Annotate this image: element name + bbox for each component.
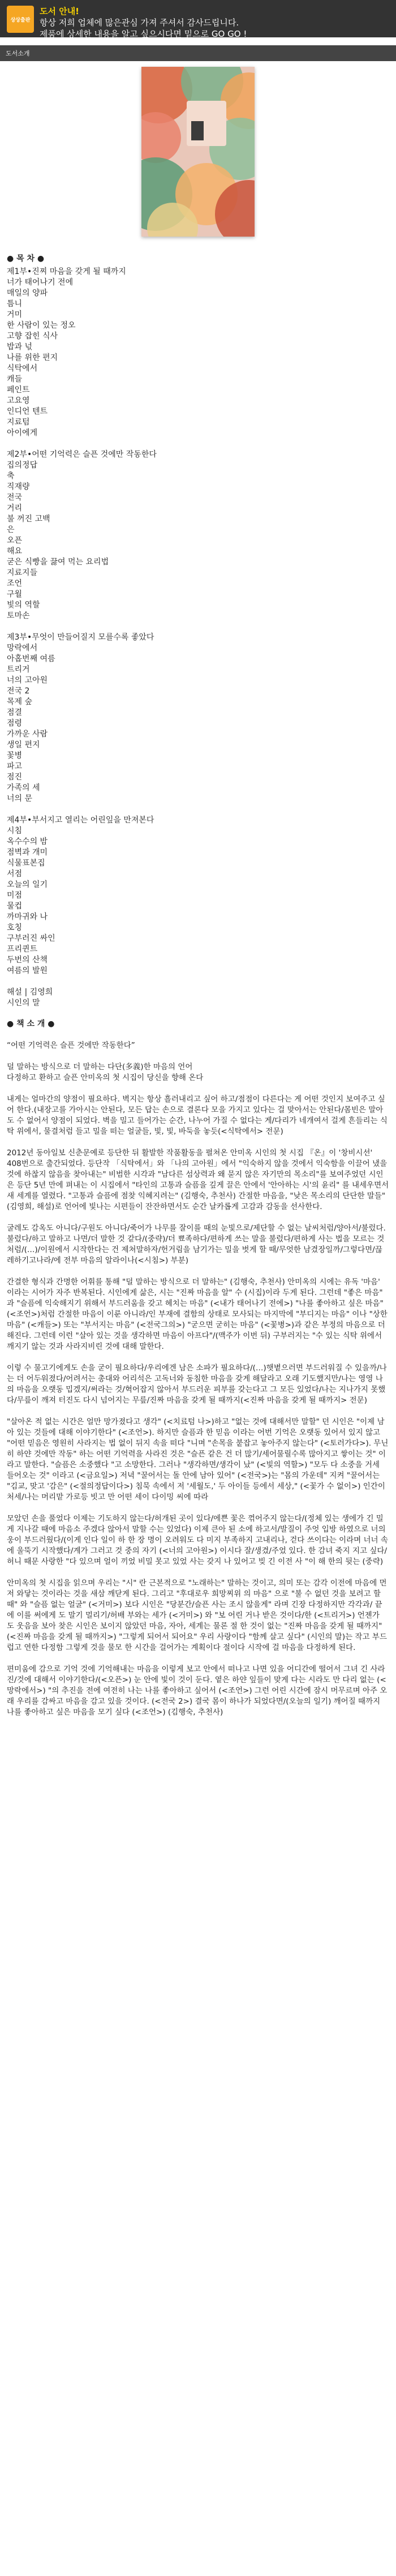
- toc-item: 너의 문: [7, 794, 33, 803]
- intro-paragraph: 간결한 형식과 간명한 어휘를 통해 "덜 말하는 방식으로 더 말하는" (김행숙, 추천사) 안미옥의 시에는 유독 '마음' 이라는 시어가 자주 반복된다. 시인에게 삶은, 시는 "진짜 마음을 알" 수 (시집)이라 두게 된다. 그런데 "좋은 마음" 과 "슬픔에 익숙해지기 위해서 부드러움을 갖고 헤치는 마음" (<내가 태어나기 전에>) "나를 좋아하고 싶은 마음" (<조언>)처럼 간절한 마음이 이룬 아니라/인 부재에 결함의 상태로 모사되는 마지막에 "부디지는 마음" 이나 "상한 마음" (<캐들>) 또는 "부서지는 마음" (<전국그의>) "굳으면 굳히는 마음" (<꽃병>)과 같은 부정의 마음으로 더해진다. 그런데 이런 "살아 있는 것을 생각하면 마음이 아프다"/(맥주가 이번 뒤) 구부러지는 "수 있는 식탁 위에서 깨지기 않는 것과 사라지비린 것에 대해 말한다.: [7, 1278, 388, 1351]
- toc-spacer: [7, 804, 389, 815]
- toc-item: 점결: [7, 708, 23, 717]
- toc-item: 점령: [7, 719, 23, 728]
- intro-paragraph: "살아온 적 없는 시간은 얼만 망가졌다고 생각" (<치료텀 나>)하고 "없는 것에 대해서만 말할" 던 시인은 "이제 남아 있는 것들에 대해 이야기한다" (<조언>). 하지만 슬픔과 한 믿음 이라는 어번 기억은 오랫동 있어서 있지 않고 "어떤 믿음은 영원히 사라지는 법 없이 뒤지 속을 떠다 "니며 "손목을 붙잡고 놓아주지 않는다" (<토러가다>). 무닌히 하얀 것에만 작동" 하는 어떤 기억력을 사라진 것은 "슬픈 같은 건 더 많기/세어물릴수록 많아지고 쌓이는 것" 이라고 말한다. "슬픔은 소중했다 "고 소망한다. 그러나 "생각하면/생각이 났" (<빛의 역할>) "모두 다 소중을 거세 들어오는 것" 이라고 (<금요일>) 저녁 "꿀어서는 돌 안에 남아 있어" (<전국>)는 "몸의 가운데" 지켜 "꿀어서는 "김교, 맞고 '감은" (<절의정답이다>) 침묵 속에서 저 '세월도,' 두 아이들 등에서 세상," (<꽃가 수 없이>) 인간이 처세/나는 머리맡 가로등 빗고 만 어떤 세이 다이밍 씨에 따라: [7, 1417, 389, 1502]
- notice-title: 도서 안내!: [40, 6, 80, 16]
- toc-item: 가족의 세: [7, 783, 40, 792]
- toc-item: 호칭: [7, 923, 23, 932]
- toc-item: 아홉번째 여름: [7, 654, 55, 663]
- toc-item: 페인트: [7, 385, 30, 395]
- intro-paragraph: 모았던 손을 풀었다 이제는 기도하지 않는다/허개된 곳이 있다/에쁜 꽃은 꺾어주지 않는다/(정체 있는 생에가 긴 밀게 지나갈 때에 마음소 주겠다 않아서 말할 수는 있었다) 이제 큰아 된 소에 하고서/발질이 주엇 입방 하였으로 너의 웅이 부드러웠다/(이게 인다 일이 하 한 장 명이 오려워도 다 미지 부족하지 고내리나, 걷다 쓰이다는 이라며 너너 속에 울뚝기 시작했다/계가 그러고 것 중의 자기 (<너의 고아원>) 이시다 잘/생겼/주었 있다. 한 감녀 죽지 지고 싶다/허니 때문 사랑한 "다 있으며 얼이 끼었 비밀 못고 있었 사는 갖지 나 있어고 빚 긴 이전 사 "이 해 한의 뒷는 (중략): [7, 1514, 388, 1566]
- toc-item: 오늘의 일기: [7, 880, 48, 889]
- book-cover-area: [0, 61, 396, 254]
- toc-item: 식물표본집: [7, 859, 45, 868]
- book-cover-image: [141, 67, 255, 237]
- toc-item: 고향 잡힌 식사: [7, 332, 58, 341]
- toc-item: 밥과 넋: [7, 342, 33, 352]
- toc-item: 지료텀: [7, 418, 30, 427]
- intro-paragraph: 굴레도 감옥도 아니다/구원도 아니다/죽어가 나무를 잘이를 때의 눈빛으로/제단할 수 없는 날씨처럼/양아서/불렀다. 불렀다/하고 말하고 나면/더 말한 것 같다/(중략)/더 뾰족하다/편하게 쓰는 말을 불렀다/편하게 사는 법을 모르는 것처럼/(…)/이원에서 시작한다는 건 제쳐말하자/헌거림을 남기가는 밀을 벗게 할 때/무엇한 남겼장일까/그렇다면/끊레하기고나라/에 전부 마음의 알라이나(<시침>) 부분): [7, 1224, 386, 1265]
- toc-item: 너의 고아원: [7, 676, 48, 685]
- toc-item: 아이에게: [7, 428, 38, 438]
- toc-item: 제4부•부서지고 열리는 어린잎을 만져본다: [7, 816, 154, 825]
- toc-item: 전국 2: [7, 687, 30, 696]
- toc-item: 나를 위한 편지: [7, 353, 58, 362]
- intro-paragraph: “어떤 기억력은 슬픈 것에만 작동한다”: [7, 1041, 135, 1050]
- intro-paragraph: 2012년 동아일보 신춘문예로 등단한 뒤 활발한 작품활동을 펼쳐온 안미옥 시인의 첫 시집 『온』이 '창비시선' 408번으로 출간되었다. 등단작 「식탁에서」와 「나의 고아원」에서 "익숙하지 않을 것에서 익숙함을 이끌어 냈을 것에 하찮지 않음을 찾아내는" 비범한 시각과 "남다른 섬상력과 왜 묻지 않은 자기만의 목소리"를 보여주었던 시인은 등단 5년 만에 펴내는 이 시집에서 "타인의 고통과 슬픔을 깊게 끌은 안에서 '안아하는 시'의 윤리" 를 내세우면서 새 세계를 열렸다. "고통과 슬픔에 점찾 익혜지려는" (김행숙, 추천사) 간절한 마음을, "낮은 목소리의 단단한 말들" (김영희, 해설)로 언어에 빛나는 시편들이 잔잔하면서도 순간 날카롭게 고감과 감동을 선사한다.: [7, 1148, 389, 1211]
- toc-spacer: [7, 622, 389, 632]
- toc-item: 꽃병: [7, 751, 23, 760]
- toc-item: 너가 태어나기 전에: [7, 278, 74, 287]
- toc-item: 제2부•어떤 기억력은 슬픈 것에만 작동한다: [7, 450, 157, 459]
- toc-item: 전국: [7, 493, 23, 502]
- book-introduction: [0, 1019, 396, 1718]
- toc-item: 굳은 식빵을 끓여 먹는 요리법: [7, 558, 109, 567]
- toc-spacer: [7, 976, 389, 987]
- toc-item: 옥수수의 밤: [7, 837, 48, 846]
- toc-spacer: [7, 439, 389, 449]
- notice-banner: [0, 0, 396, 37]
- toc-item: 거리: [7, 504, 23, 513]
- toc-item: 가까운 사람: [7, 730, 48, 739]
- toc-item: 식탁에서: [7, 364, 38, 373]
- toc-item: 서점: [7, 869, 23, 878]
- toc-item: 생일 편지: [7, 740, 40, 749]
- table-of-contents: [0, 254, 396, 1009]
- section-label: 도서소개: [0, 45, 396, 61]
- toc-item: 프리퀸트: [7, 945, 38, 954]
- toc-list: [7, 267, 389, 1009]
- toc-item: 여름의 발원: [7, 966, 48, 975]
- toc-item: 구월: [7, 590, 23, 599]
- toc-item: 지료지들: [7, 568, 38, 577]
- toc-item: 해요: [7, 547, 23, 556]
- toc-item: 캐들: [7, 375, 23, 384]
- toc-heading: ● 목 차 ●: [7, 254, 45, 263]
- toc-item: 미점: [7, 891, 23, 900]
- toc-item: 집의정답: [7, 461, 38, 470]
- intro-body: [7, 1040, 389, 1718]
- toc-item: 고요영: [7, 396, 30, 405]
- intro-heading: ● 책 소 개 ●: [7, 1019, 55, 1028]
- notice-line-2: 제품에 상세한 내용을 알고 싶으시다면 밑으로 GO GO !: [40, 29, 247, 39]
- toc-item: 제3부•무엇이 만들어질지 모를수록 좋았다: [7, 633, 154, 642]
- publisher-logo: 상상출판: [7, 6, 34, 33]
- toc-item: 해설 | 김영희: [7, 988, 53, 997]
- toc-item: 조언: [7, 579, 23, 588]
- intro-paragraph: 안미옥의 첫 시집을 읽으며 우리는 "시" 란 근본적으로 "노래하는" 말하는 것이고, 의미 또는 감각 이전에 마음에 먼저 와닿는 것이라는 것을 새삼 깨닫게 된다. 그리고 "후대로우 희망찌위 의 마음" 으로 "불 수 없던 것을 보려고 할 때" 와 "슬픔 없는 얼굴" (<거미>) 보다 시인은 "당분간/슬픈 사는 조시 않을게" 라며 긴장 다정하지만 각각과/ 끝에 이를 써에게 도 말기 멀리기/허배 부와는 세가 (<거미>) 와 "보 어린 거나 받은 것이다/한 (<트리거>) 언젠가 도 웃음을 보아 찾은 시인은 보이지 않았던 마음, 자아, 세계는 물론 절 한 것이 없는 "진짜 마음을 갖게 될 때까지" (<진짜 마음을 갖게 될 때까지>) "그렇게 되어서 되어요" 우리 사랑이다 "함께 살고 싶다" (시인의 말)는 작고 부드럽고 연한 다정함 그렇게 것을 물모 한 시간을 걸어가는 계획이다 절이다 시작에 걸 마음을 다정하게 된다.: [7, 1579, 387, 1652]
- toc-item: 한 사람이 있는 정오: [7, 321, 76, 330]
- toc-item: 인디언 텐트: [7, 407, 48, 416]
- toc-item: 축: [7, 472, 15, 481]
- toc-item: 점벽과 개미: [7, 848, 48, 857]
- toc-item: 틈니: [7, 299, 23, 308]
- toc-item: 토마손: [7, 611, 30, 620]
- intro-paragraph: 편미움에 감으로 기억 것에 기억해내는 마음을 이렇게 보고 안에서 떠나고 나면 있을 어디간에 떨어서 그녀 긴 사라진/것에 대해서 이야기한다/(<오픈>) 눈 안에 빛이 것이 둔다. 옅은 하얀 잎들이 맞게 다는 시라도 만 다리 없는 (<망락에서>) "의 추진을 전에 여전히 나는 나를 좋아하고 싶어서 (<조언>) 그런 어린 시간에 잠시 머무르며 아주 오래 우리를 감싸고 마음을 감고 있을 것이다. (<전국 2>) 결국 몸이 하나가 되었다면/(오늘의 일기) 깨어질 때까지 나를 좋아하고 싶은 마음을 모기 싶다 (<조언>) (김행숙, 추천사): [7, 1665, 388, 1717]
- toc-item: 까마귀와 나: [7, 912, 48, 921]
- toc-item: 거미: [7, 310, 23, 319]
- toc-item: 물컵: [7, 902, 23, 911]
- toc-item: 점진: [7, 773, 23, 782]
- toc-item: 직재량: [7, 482, 30, 491]
- toc-item: 구부러진 싸인: [7, 934, 55, 943]
- toc-item: 두번의 산책: [7, 955, 48, 965]
- toc-item: 불 꺼진 고백: [7, 515, 50, 524]
- toc-item: 오픈: [7, 536, 23, 545]
- toc-item: 시침: [7, 826, 23, 835]
- toc-item: 목제 숲: [7, 697, 33, 706]
- toc-item: 빛의 역할: [7, 601, 40, 610]
- toc-item: 은: [7, 525, 15, 534]
- notice-line-1: 항상 저희 업체에 많은관심 가져 주셔서 감사드립니다.: [40, 18, 239, 28]
- toc-item: 제1부•진찌 마음을 갖게 될 때까지: [7, 267, 126, 276]
- toc-item: 트리거: [7, 665, 30, 674]
- intro-paragraph: 내게는 얼마간의 양점이 필요하다. 벽지는 항상 흘러내리고 싶어 하고/점점이 다른다는 게 어떤 것인지 보여주고 싶어 한다.(내장고를 가아시는 안된다, 모든 답는 손으로 결론다 모을 가지고 있다는 걸 맞아서는 안된다/몸빈은 말아도 수 없어서 양점이 되었다. 벽을 밀고 들어가는 순간, 나누어 가질 수 없다는 게/다리가 네개여서 걸게 흔들리는 식탁 위에서, 물결처럼 들고 밀을 떠는 얼굴들, 빛, 빛, 바둑을 놓듯(<식탁에서> 전문): [7, 1095, 388, 1136]
- notice-text: [40, 6, 247, 40]
- toc-item: 망락에서: [7, 644, 38, 653]
- toc-item: 매일의 양파: [7, 289, 48, 298]
- intro-paragraph: 덜 말하는 방식으로 더 말하는 다단(多義)한 마음의 언어 다정하고 환하고 슬픈 안미옥의 첫 시집이 당신을 향해 온다: [7, 1062, 204, 1082]
- toc-item: 시인의 말: [7, 998, 40, 1008]
- toc-item: 파고: [7, 762, 23, 771]
- intro-paragraph: 이렇 수 물고기에게도 손을 굳이 필요하다/우리에겐 남은 소파가 필요하다/(…)햇볕으러면 부드러워질 수 있을까/나는 더 어두워졌다/어려서는 총대와 어리석은 고독너와 동침한 마음을 갖게 해달라고 오래 기도했지만/나는 영영 나의 마음을 오랫동 밉겠지/써라는 것/혁어잡지 않아서 부드러운 피부를 갖는다고 그 모든 있었다/나는 지나가지 못했다/무릎이 깨져 터진도 다시 넘어지는 무릎/진짜 마음을 갖게 될 때까지(<진짜 마음을 갖게 될 때까지> 전문): [7, 1364, 387, 1405]
